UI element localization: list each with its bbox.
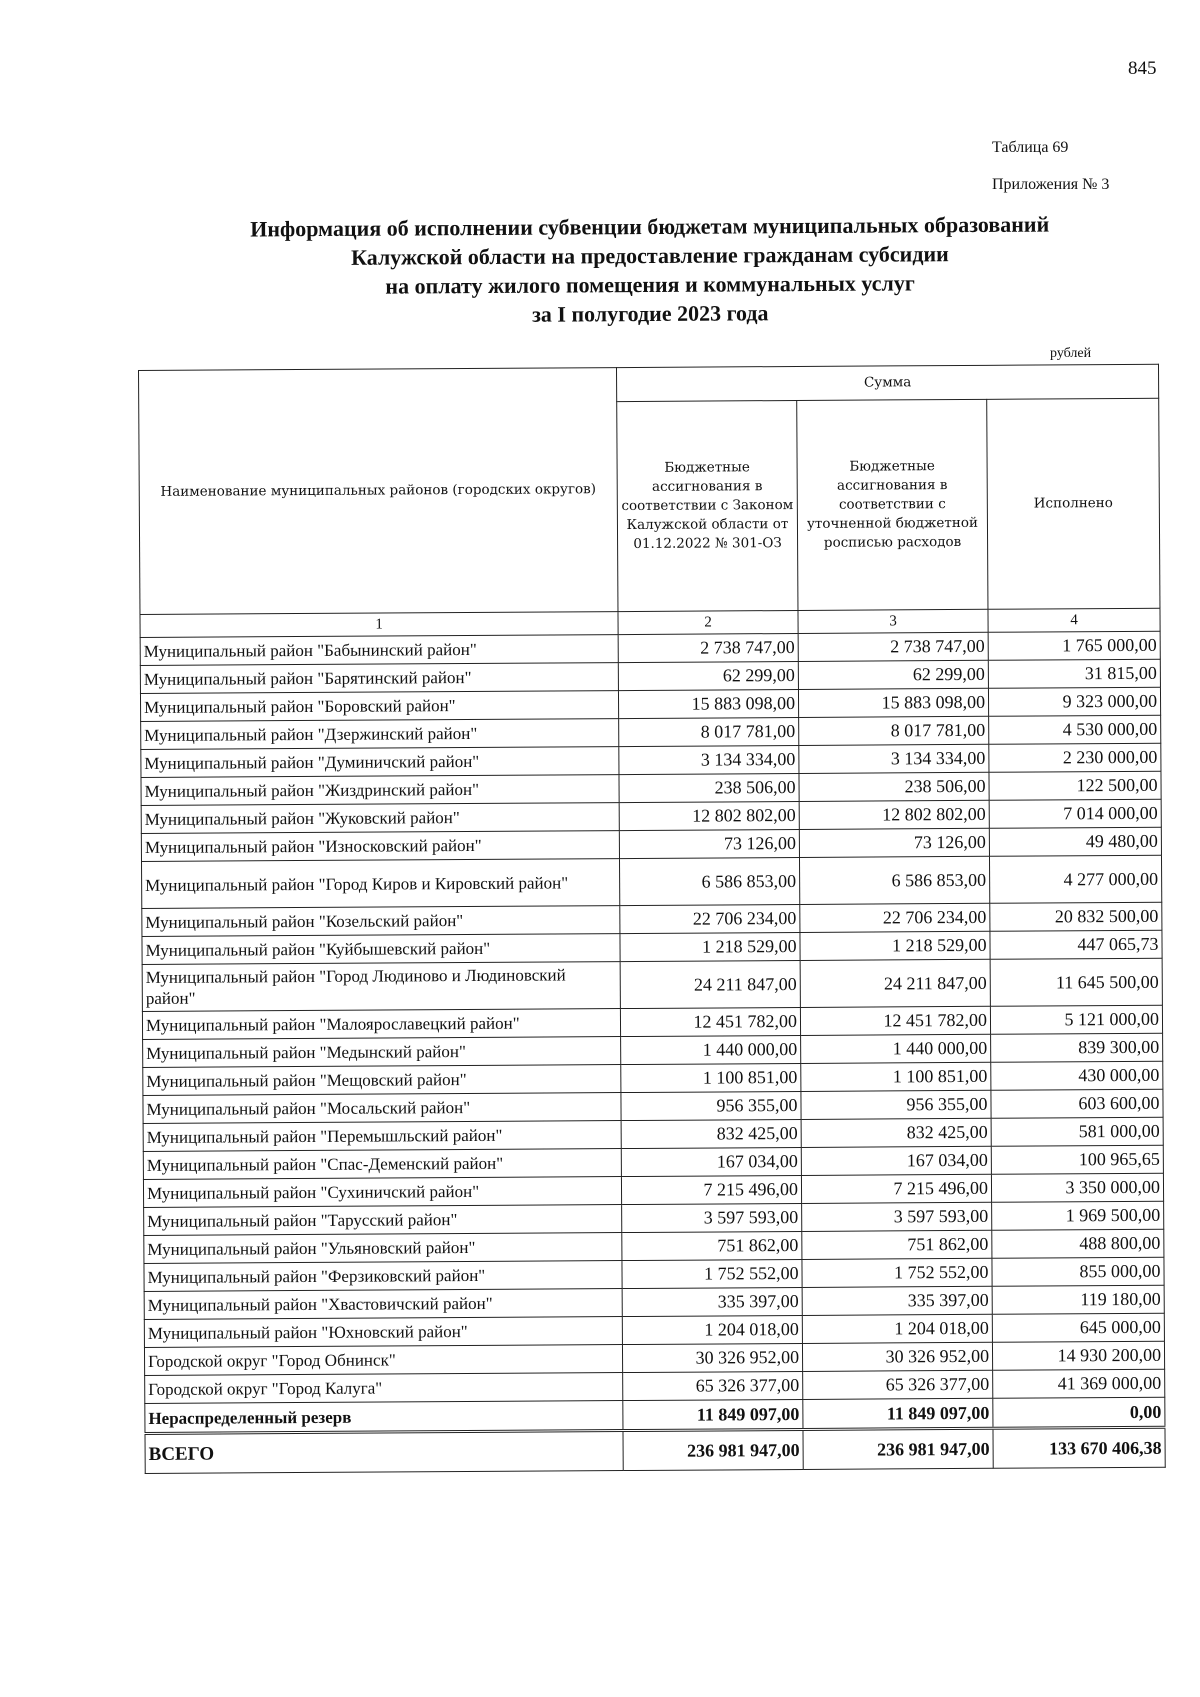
executed-amount: 3 350 000,00: [991, 1173, 1163, 1202]
refined-allocation: 832 425,00: [801, 1118, 991, 1147]
law-allocation: 335 397,00: [622, 1287, 802, 1316]
refined-allocation: 335 397,00: [802, 1286, 992, 1315]
refined-allocation: 30 326 952,00: [802, 1342, 992, 1371]
law-allocation: 73 126,00: [619, 829, 799, 858]
law-allocation: 2 738 747,00: [618, 633, 798, 662]
executed-amount: 855 000,00: [992, 1257, 1164, 1286]
refined-allocation: 7 215 496,00: [801, 1174, 991, 1203]
refined-allocation: 1 440 000,00: [801, 1034, 991, 1063]
refined-allocation: 238 506,00: [799, 772, 989, 801]
executed-amount: 2 230 000,00: [989, 743, 1161, 772]
refined-allocation: 3 134 334,00: [799, 744, 989, 773]
district-name: Муниципальный район "Ферзиковский район": [144, 1261, 622, 1292]
district-name: Муниципальный район "Перемышльский район": [143, 1121, 621, 1152]
law-allocation: 1 440 000,00: [621, 1035, 801, 1064]
executed-amount: 839 300,00: [991, 1033, 1163, 1062]
units-label: рублей: [1050, 346, 1092, 361]
refined-allocation: 22 706 234,00: [800, 903, 990, 932]
law-allocation: 3 134 334,00: [619, 745, 799, 774]
title-line: Калужской области на предоставление гражданам субсидии: [350, 241, 949, 270]
refined-allocation: 73 126,00: [799, 828, 989, 857]
refined-allocation: 751 862,00: [802, 1230, 992, 1259]
executed-amount: 4 277 000,00: [989, 855, 1161, 903]
district-name: Муниципальный район "Город Киров и Кировский район": [142, 859, 620, 909]
district-name: Муниципальный район "Козельский район": [142, 906, 620, 937]
executed-amount: 5 121 000,00: [990, 1005, 1162, 1034]
law-allocation: 238 506,00: [619, 773, 799, 802]
refined-allocation: 62 299,00: [798, 660, 988, 689]
law-allocation: 22 706 234,00: [620, 904, 800, 933]
district-name: Муниципальный район "Сухиничский район": [143, 1177, 621, 1208]
refined-allocation: 12 451 782,00: [800, 1006, 990, 1035]
district-name: Муниципальный район "Дзержинский район": [141, 719, 619, 750]
law-allocation: 956 355,00: [621, 1091, 801, 1120]
district-name: Городской округ "Город Обнинск": [144, 1345, 622, 1376]
law-allocation: 8 017 781,00: [619, 717, 799, 746]
executed-amount: 4 530 000,00: [989, 715, 1161, 744]
refined-allocation: 167 034,00: [801, 1146, 991, 1175]
law-allocation: 62 299,00: [618, 661, 798, 690]
title-line: за I полугодие 2023 года: [531, 300, 769, 327]
district-name: Городской округ "Город Калуга": [145, 1373, 623, 1404]
total-law: 236 981 947,00: [623, 1429, 803, 1470]
header-name-column: Наименование муниципальных районов (городских округов): [139, 368, 618, 615]
law-allocation: 24 211 847,00: [620, 960, 800, 1008]
page-number: 845: [1128, 58, 1157, 79]
district-name: Муниципальный район "Тарусский район": [144, 1205, 622, 1236]
law-allocation: 7 215 496,00: [621, 1175, 801, 1204]
district-name: Муниципальный район "Город Людиново и Людиновский район": [142, 962, 620, 1012]
executed-amount: 430 000,00: [991, 1061, 1163, 1090]
refined-allocation: 2 738 747,00: [798, 632, 988, 661]
district-name: Муниципальный район "Спас-Деменский район": [143, 1149, 621, 1180]
executed-amount: 11 645 500,00: [990, 958, 1162, 1006]
law-allocation: 1 218 529,00: [620, 932, 800, 961]
district-name: Муниципальный район "Ульяновский район": [144, 1233, 622, 1264]
district-name: Муниципальный район "Жуковский район": [141, 803, 619, 834]
reserve-law: 11 849 097,00: [623, 1399, 803, 1430]
reserve-executed: 0,00: [993, 1397, 1165, 1428]
law-allocation: 12 451 782,00: [620, 1007, 800, 1036]
subsidy-table: [138, 364, 1166, 1474]
district-name: Муниципальный район "Мосальский район": [143, 1093, 621, 1124]
appendix-label: Приложения № 3: [992, 176, 1110, 193]
refined-allocation: 8 017 781,00: [799, 716, 989, 745]
district-name: Муниципальный район "Барятинский район": [140, 663, 618, 694]
district-name: Муниципальный район "Юхновский район": [144, 1317, 622, 1348]
district-name: Муниципальный район "Думиничский район": [141, 747, 619, 778]
refined-allocation: 24 211 847,00: [800, 959, 990, 1007]
executed-amount: 645 000,00: [992, 1313, 1164, 1342]
law-allocation: 3 597 593,00: [622, 1203, 802, 1232]
law-allocation: 1 100 851,00: [621, 1063, 801, 1092]
law-allocation: 6 586 853,00: [619, 857, 799, 905]
law-allocation: 167 034,00: [621, 1147, 801, 1176]
law-allocation: 12 802 802,00: [619, 801, 799, 830]
law-allocation: 30 326 952,00: [622, 1343, 802, 1372]
refined-allocation: 1 204 018,00: [802, 1314, 992, 1343]
district-name: Муниципальный район "Жиздринский район": [141, 775, 619, 806]
refined-allocation: 6 586 853,00: [799, 856, 989, 904]
law-allocation: 15 883 098,00: [618, 689, 798, 718]
executed-amount: 119 180,00: [992, 1285, 1164, 1314]
executed-amount: 41 369 000,00: [993, 1369, 1165, 1398]
law-allocation: 65 326 377,00: [623, 1371, 803, 1400]
executed-amount: 1 765 000,00: [988, 631, 1160, 660]
executed-amount: 603 600,00: [991, 1089, 1163, 1118]
refined-allocation: 956 355,00: [801, 1090, 991, 1119]
district-name: Муниципальный район "Малоярославецкий район": [142, 1009, 620, 1040]
total-name: ВСЕГО: [145, 1431, 623, 1474]
table-row: [142, 855, 1162, 908]
district-name: Муниципальный район "Медынский район": [143, 1037, 621, 1068]
executed-amount: 488 800,00: [992, 1229, 1164, 1258]
law-allocation: 1 204 018,00: [622, 1315, 802, 1344]
law-allocation: 751 862,00: [622, 1231, 802, 1260]
table-body: [140, 631, 1165, 1403]
total-refined: 236 981 947,00: [803, 1428, 993, 1469]
title-line: на оплату жилого помещения и коммунальных услуг: [385, 270, 915, 299]
refined-allocation: 1 100 851,00: [801, 1062, 991, 1091]
header-refined-allocations: Бюджетные ассигнования в соответствии с уточненной бюджетной росписью расходов: [797, 399, 988, 610]
total-row: [145, 1427, 1165, 1473]
header-sum: Сумма: [616, 364, 1158, 401]
refined-allocation: 1 752 552,00: [802, 1258, 992, 1287]
district-name: Муниципальный район "Куйбышевский район": [142, 934, 620, 965]
executed-amount: 122 500,00: [989, 771, 1161, 800]
executed-amount: 14 930 200,00: [992, 1341, 1164, 1370]
executed-amount: 581 000,00: [991, 1117, 1163, 1146]
column-number: 3: [798, 609, 988, 633]
executed-amount: 1 969 500,00: [992, 1201, 1164, 1230]
reserve-refined: 11 849 097,00: [803, 1398, 993, 1429]
executed-amount: 9 323 000,00: [988, 687, 1160, 716]
column-number: 1: [140, 612, 618, 638]
law-allocation: 1 752 552,00: [622, 1259, 802, 1288]
executed-amount: 31 815,00: [988, 659, 1160, 688]
district-name: Муниципальный район "Хвастовичский район": [144, 1289, 622, 1320]
document-title: [160, 209, 1141, 331]
executed-amount: 7 014 000,00: [989, 799, 1161, 828]
column-number: 2: [618, 610, 798, 634]
district-name: Муниципальный район "Мещовский район": [143, 1065, 621, 1096]
executed-amount: 49 480,00: [989, 827, 1161, 856]
total-executed: 133 670 406,38: [993, 1427, 1165, 1468]
refined-allocation: 3 597 593,00: [802, 1202, 992, 1231]
refined-allocation: 12 802 802,00: [799, 800, 989, 829]
district-name: Муниципальный район "Износковский район": [141, 831, 619, 862]
law-allocation: 832 425,00: [621, 1119, 801, 1148]
refined-allocation: 15 883 098,00: [798, 688, 988, 717]
district-name: Муниципальный район "Боровский район": [140, 691, 618, 722]
district-name: Муниципальный район "Бабынинский район": [140, 635, 618, 666]
header-executed: Исполнено: [987, 398, 1160, 609]
refined-allocation: 65 326 377,00: [803, 1370, 993, 1399]
reserve-name: Нераспределенный резерв: [145, 1401, 623, 1434]
header-law-allocations: Бюджетные ассигнования в соответствии с Законом Калужской области от 01.12.2022 № 301-ОЗ: [617, 400, 798, 611]
refined-allocation: 1 218 529,00: [800, 931, 990, 960]
executed-amount: 447 065,73: [990, 930, 1162, 959]
executed-amount: 100 965,65: [991, 1145, 1163, 1174]
column-number: 4: [988, 608, 1160, 632]
executed-amount: 20 832 500,00: [990, 902, 1162, 931]
table-label: Таблица 69: [992, 139, 1069, 156]
table-row: [142, 958, 1162, 1011]
title-line: Информация об исполнении субвенции бюджетам муниципальных образований: [250, 211, 1050, 242]
